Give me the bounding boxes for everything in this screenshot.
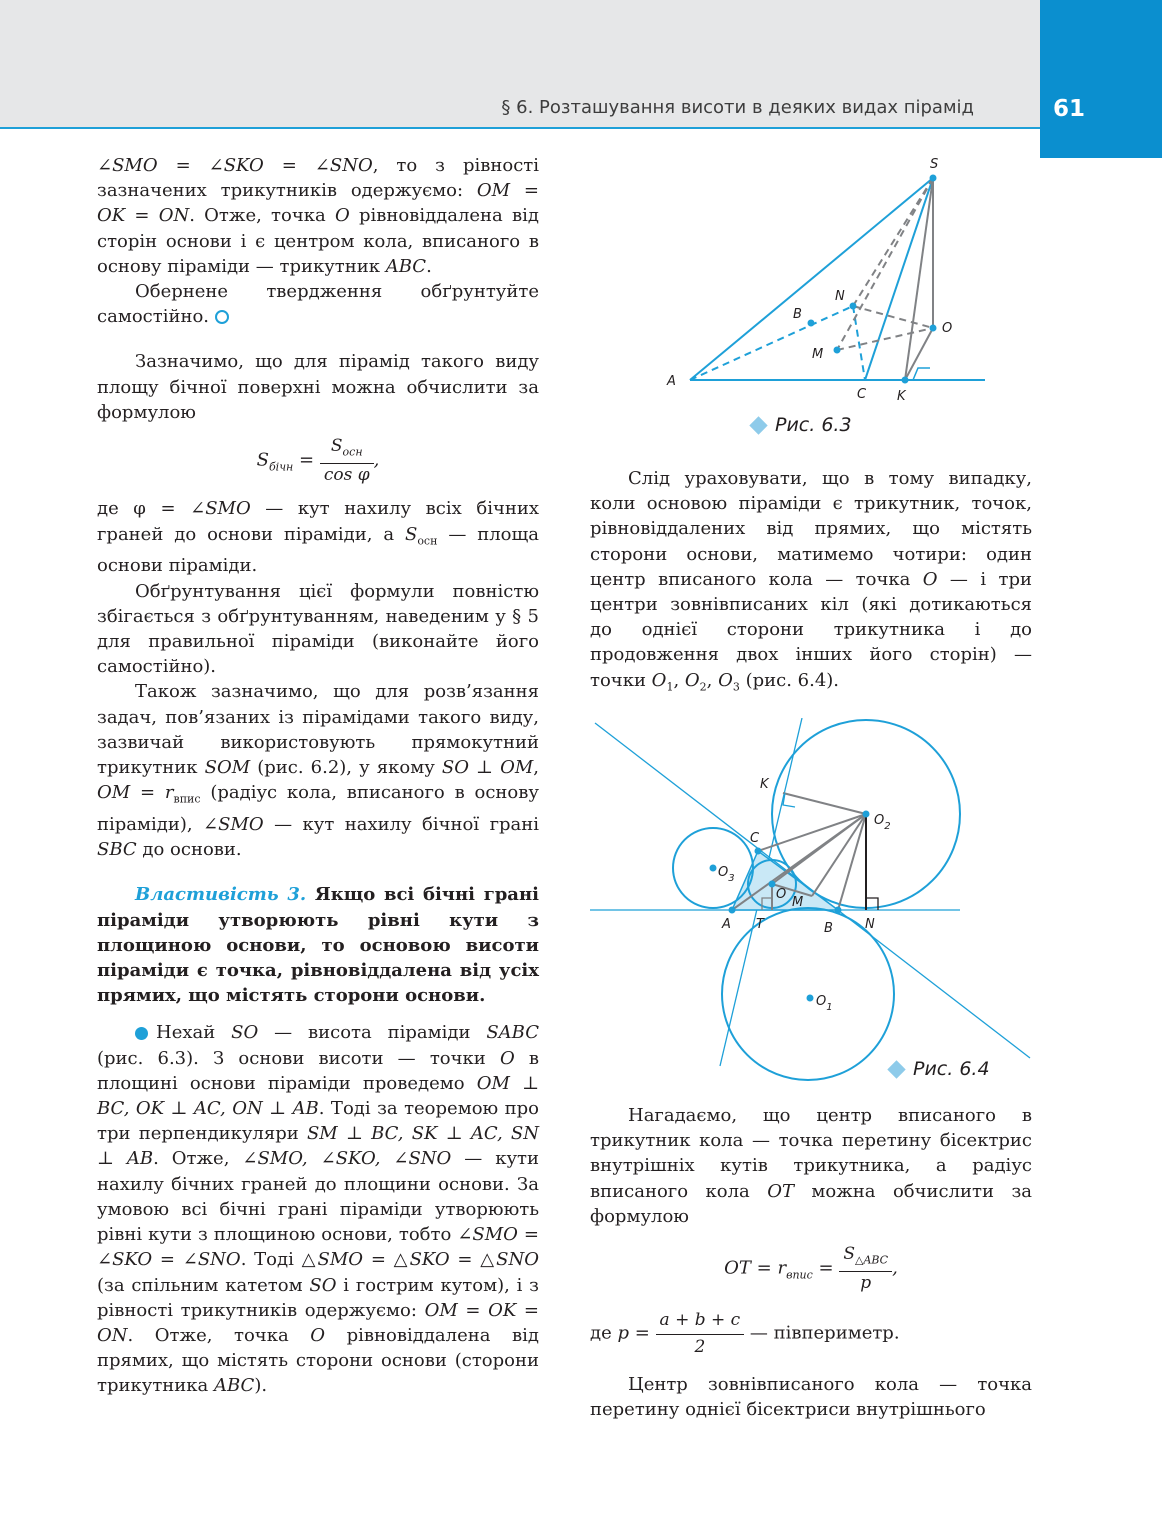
caption-diamond-icon [887,1060,905,1078]
right-angle-k [913,368,930,380]
label-b: B [824,921,833,936]
formula-inradius: OT = $r_{впис}$ = $\frac{S_{\triangle ABC}}{p}$ , [724,1244,898,1294]
label-o: O [942,321,953,336]
header-rule [0,127,1040,129]
label-n: N [835,289,845,304]
paragraph-conclusion: ∠SMO = ∠SKO = ∠SNO, то з рівності зазначених трикутників одержуємо: OM = OK = ON. Отже, точка O рівновіддалена від сторін основи і є центром кола, вписаного в основу піраміди — трикутник ABC. [97,155,539,277]
point-k [902,377,909,384]
label-m: M [812,347,824,362]
point-o [769,881,776,888]
caption-diamond-icon [749,416,767,434]
segment-no [853,306,933,328]
point-c [755,848,762,855]
label-c: C [750,831,760,846]
segment-bo2 [838,814,866,910]
edge-sc [865,178,933,380]
page-number-tab [1040,0,1162,158]
paragraph-area-intro: Зазначимо, що для пірамід такого виду площу бічної поверхні можна обчислити за формулою [97,351,539,423]
label-k: K [760,777,769,792]
paragraph-semiperimeter: де p = $\frac{a + b + c}{2}$ — півпериметр. [590,1310,900,1357]
paragraph-proof: Нехай SO — висота піраміди SABC (рис. 6.3). З основи висоти — точки O в площині основи піраміди проведемо OM ⊥ BC, OK ⊥ AC, ON ⊥ AB. Тоді за теоремою про три перпендикуляри SM ⊥ BC, SK ⊥ AC, SN ⊥ AB. Отже, ∠SMO, ∠SKO, ∠SNO — кути нахилу бічних граней до площини основи. За умовою всі бічні грані піраміди утворюють рівні кути з площиною основи, тобто ∠SMO = ∠SKO = ∠SNO. Тоді △SMO = △SKO = △SNO (за спільним катетом SO і гострим кутом), і з рівності трикутників одержуємо: OM = OK = ON. Отже, точка O рівновіддалена від прямих, що містять сторони основи (сторони трикутника ABC). [97,1022,540,1397]
right-column-top [590,466,1032,699]
label-a: A [667,374,676,389]
formula-lateral-area: $S_{бічн}$ = $\frac{S_{осн}}{\text{cos φ}}$ , [256,436,380,486]
excircle-o1 [722,908,894,1080]
proof-end-icon [215,310,229,324]
segment-ko2 [783,793,866,814]
paragraph-four-centres: Слід ураховувати, що в тому випадку, коли основою піраміди є трикутник, точок, рівновіддалених від прямих, що містять сторони основи, матимемо чотири: один центр вписаного кола — точка O — і три центри зовнівписаних кіл (які дотикаються до однієї сторони трикутника і до продовження двох інших його сторін) — точки $O_1$, $O_2$, $O_3$ (рис. 6.4). [590,468,1032,694]
paragraph-converse: Обернене твердження обґрунтуйте самостійно. [97,281,539,328]
paragraph-formula-explain: де φ = ∠SMO — кут нахилу всіх бічних граней до основи піраміди, а $S_{осн}$ — площа основи піраміди. [97,498,539,577]
point-b [808,320,815,327]
label-n: N [865,917,875,932]
label-o1: $O_1$ [816,994,833,1013]
point-o [930,325,937,332]
point-m [834,347,841,354]
figure-6-3-pyramid [655,148,1000,448]
figure-6-4-circles [590,718,1040,1088]
point-o3 [710,865,717,872]
label-k: K [897,389,906,404]
segment-mo [837,328,933,350]
label-o: O [776,887,787,902]
right-column-bottom [590,1103,1032,1422]
property-3: Властивість 3. Якщо всі бічні грані піраміди утворюють рівні кути з площиною основи, то основою висоти піраміди є точка, рівновіддалена від усіх прямих, що містять сторони основи. [97,884,539,1007]
point-n [850,303,857,310]
left-column [97,153,539,1399]
label-o2: $O_2$ [874,813,891,832]
segment-sk [905,178,933,380]
paragraph-excircle: Центр зовнівписаного кола — точка перетину однієї бісектриси внутрішнього [590,1373,1032,1421]
label-t: T [756,917,764,932]
point-o2 [863,811,870,818]
point-o1 [807,995,814,1002]
proof-start-icon [135,1027,148,1040]
figure-6-3-caption: Рис. 6.3 [752,414,852,436]
point-b [835,907,842,914]
label-s: S [930,157,939,172]
point-s [930,175,937,182]
label-a: A [722,917,731,932]
label-m: M [792,895,804,910]
paragraph-right-triangle: Також зазначимо, що для розв’язання задач, пов’язаних із пірамідами такого виду, зазвичай використовують прямокутний трикутник SOM (рис. 6.2), у якому SO ⊥ OM, OM = $r_{впис}$ (радіус кола, вписаного в основу піраміди), ∠SMO — кут нахилу бічної грані SBC до основи. [97,681,540,861]
segment-mo2 [812,814,866,896]
label-c: C [857,387,867,402]
figure-6-4-caption: Рис. 6.4 [890,1058,990,1080]
edge-ab [690,306,853,380]
label-o3: $O_3$ [718,865,735,884]
point-a [729,907,736,914]
segment-oo2 [772,814,866,884]
page-number: 61 [1052,96,1085,122]
segment-sn [853,178,933,306]
label-b: B [793,307,802,322]
paragraph-justification: Обґрунтування цієї формули повністю збігається з обґрунтуванням, наведеним у § 5 для правильної піраміди (виконайте його самостійно). [97,580,539,678]
segment-sm [837,178,933,350]
paragraph-incircle: Нагадаємо, що центр вписаного в трикутник кола — точка перетину бісектрис внутрішніх кутів трикутника, а радіус вписаного кола OT можна обчислити за формулою [590,1105,1032,1227]
running-head: § 6. Розташування висоти в деяких видах пірамід [501,97,974,118]
